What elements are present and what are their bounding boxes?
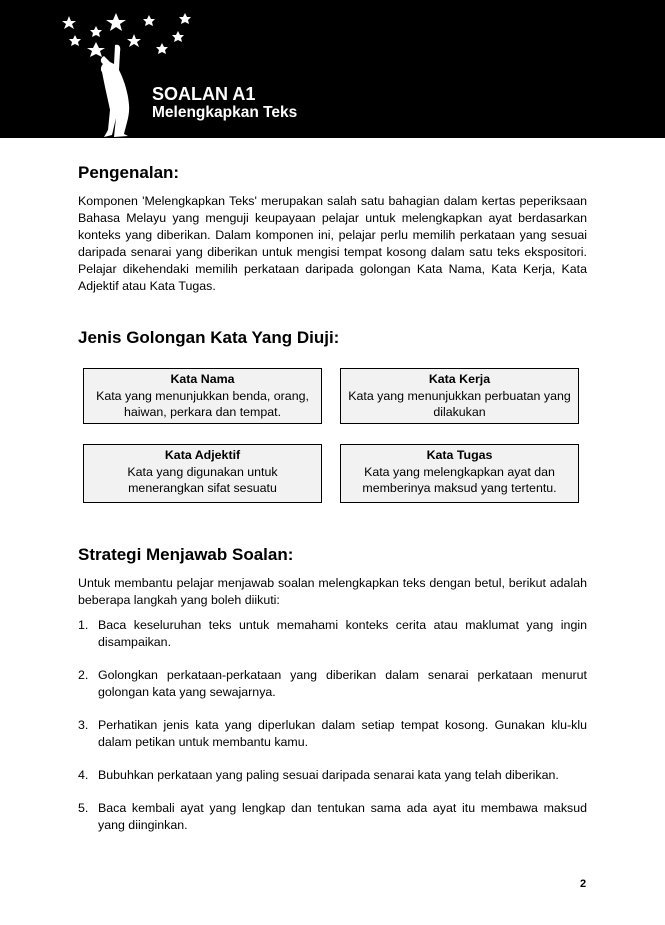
word-class-desc: Kata yang digunakan untuk menerangkan sifat sesuatu [127,464,278,495]
word-class-title: Kata Tugas [426,448,493,462]
word-class-card [83,368,322,424]
star-icon [156,43,168,54]
word-class-title: Kata Kerja [428,372,491,386]
page-title: SOALAN A1 [152,84,256,104]
intro-heading: Pengenalan: [78,163,180,182]
step-text: Baca kembali ayat yang lengkap dan tentukan sama ada ayat itu membawa maksud yang diinginkan. [98,801,587,832]
page-subtitle: Melengkapkan Teks [152,104,298,121]
star-icon [62,16,76,29]
step-text: Baca keseluruhan teks untuk memahami konteks cerita atau maklumat yang ingin disampaikan. [98,618,587,649]
step-number: 5. [78,801,89,815]
star-icon [172,31,184,42]
step-number: 1. [78,618,89,632]
intro-paragraph: Komponen 'Melengkapkan Teks' merupakan salah satu bahagian dalam kertas peperiksaan Bahasa Melayu yang menguji keupayaan pelajar untuk melengkapkan ayat berdasarkan konteks yang diberikan. Dalam komponen ini, pelajar perlu memilih perkataan yang sesuai daripada senarai yang diberikan untuk mengisi tempat kosong dalam satu teks ekspositori. Pelajar dikehendaki memilih perkataan daripada golongan Kata Nama, Kata Kerja, Kata Adjektif atau Kata Tugas. [78,194,587,293]
star-icon [87,42,105,57]
word-class-card [340,444,579,503]
word-class-desc: Kata yang melengkapkan ayat dan memberinya maksud yang tertentu. [362,464,557,495]
strategy-intro: Untuk membantu pelajar menjawab soalan melengkapkan teks dengan betul, berikut adalah beberapa langkah yang boleh diikuti: [78,576,587,607]
star-icon [69,35,81,46]
strategy-step [78,767,587,784]
strategy-step [78,617,587,651]
strategy-step [78,800,587,834]
word-classes-heading: Jenis Golongan Kata Yang Diuji: [78,328,340,347]
word-class-desc: Kata yang menunjukkan perbuatan yang dilakukan [348,388,571,419]
word-class-card [340,368,579,424]
strategy-heading: Strategi Menjawab Soalan: [78,545,294,564]
step-number: 2. [78,668,89,682]
person-silhouette [101,45,129,137]
page-number: 2 [580,878,587,890]
header-banner [0,0,665,138]
star-icon [127,34,141,47]
step-number: 3. [78,718,89,732]
strategy-step [78,667,587,701]
step-text: Golongkan perkataan-perkataan yang diberikan dalam senarai perkataan menurut golongan kata yang sewajarnya. [98,668,587,699]
star-icon [143,15,155,26]
word-class-desc: Kata yang menunjukkan benda, orang, haiwan, perkara dan tempat. [96,388,309,419]
star-icon [106,13,126,31]
word-class-title: Kata Nama [170,372,235,386]
step-number: 4. [78,768,89,782]
word-class-title: Kata Adjektif [164,448,241,462]
step-text: Perhatikan jenis kata yang diperlukan dalam setiap tempat kosong. Gunakan klu-klu dalam petikan untuk membantu kamu. [98,718,587,749]
star-icon [90,26,102,37]
word-class-card [83,444,322,503]
star-icon [179,13,191,24]
step-text: Bubuhkan perkataan yang paling sesuai daripada senarai kata yang telah diberikan. [98,768,559,782]
strategy-step [78,717,587,751]
